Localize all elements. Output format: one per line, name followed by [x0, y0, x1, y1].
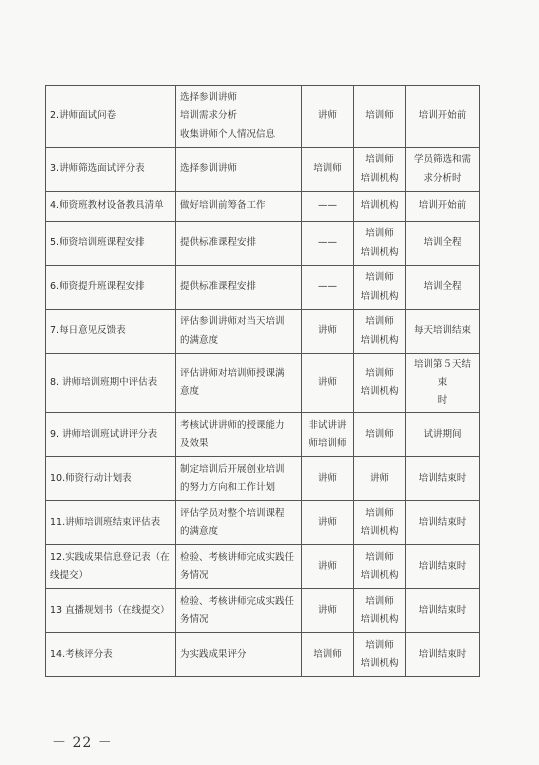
purpose-cell	[176, 589, 302, 633]
recipient-cell	[354, 310, 406, 354]
cell-line: 培训机构	[360, 613, 399, 625]
recipient-cell	[354, 266, 406, 310]
cell-line: 制定培训后开展创业培训	[180, 463, 285, 475]
cell-line: 培训师	[365, 110, 394, 122]
cell-line: 评估参训讲师对当天培训	[180, 316, 285, 328]
table-row	[46, 501, 480, 545]
recipient-cell	[354, 501, 406, 545]
cell-line: 培训师	[365, 272, 394, 284]
cell-line: 的满意度	[180, 525, 219, 537]
time-cell	[406, 222, 480, 266]
filler-cell	[302, 192, 354, 222]
cell-line: 培训机构	[360, 386, 399, 398]
cell-line: 培训师	[365, 428, 394, 440]
table-row	[46, 86, 480, 148]
recipient-cell	[354, 545, 406, 589]
purpose-cell	[176, 501, 302, 545]
cell-line: 培训机构	[360, 172, 399, 184]
recipient-cell	[354, 457, 406, 501]
cell-line: 讲师	[317, 377, 337, 389]
cell-line: 讲师	[317, 516, 337, 528]
recipient-cell	[354, 633, 406, 677]
cell-line: 培训开始前	[418, 110, 467, 122]
cell-line: 培训第５天结束	[413, 359, 471, 389]
cell-line: 评估学员对整个培训课程	[180, 507, 285, 519]
form-name-cell: 9. 讲师培训班试讲评分表	[46, 413, 176, 457]
cell-line: 讲师	[317, 560, 337, 572]
forms-table	[45, 85, 480, 677]
time-cell	[406, 545, 480, 589]
cell-line: ——	[318, 200, 337, 212]
recipient-cell	[354, 192, 406, 222]
form-name-cell: 8. 讲师培训班期中评估表	[46, 354, 176, 413]
cell-line: 务情况	[180, 613, 209, 625]
time-cell	[406, 457, 480, 501]
form-name-cell: 7.每日意见反馈表	[46, 310, 176, 354]
time-cell	[406, 86, 480, 148]
cell-line: 为实践成果评分	[180, 648, 247, 660]
cell-line: 务情况	[180, 569, 209, 581]
purpose-cell	[176, 457, 302, 501]
cell-line: 的努力方向和工作计划	[180, 481, 276, 493]
cell-line: ——	[318, 281, 337, 293]
filler-cell	[302, 457, 354, 501]
purpose-cell	[176, 413, 302, 457]
cell-line: 每天培训结束	[413, 325, 471, 337]
recipient-cell	[354, 413, 406, 457]
cell-line: 培训结束时	[418, 648, 467, 660]
cell-line: 选择参训讲师	[180, 163, 238, 175]
table-row	[46, 310, 480, 354]
cell-line: 非试讲讲	[308, 419, 347, 431]
cell-line: 收集讲师个人情况信息	[180, 128, 276, 140]
table-row	[46, 457, 480, 501]
cell-line: 检验、考核讲师完成实践任	[180, 595, 295, 607]
cell-line: 培训全程	[423, 237, 462, 249]
time-cell	[406, 266, 480, 310]
cell-line: 评估讲师对培训师授课满	[180, 368, 285, 380]
filler-cell	[302, 633, 354, 677]
cell-line: 培训机构	[360, 657, 399, 669]
cell-line: 考核试讲讲师的授课能力	[180, 419, 285, 431]
filler-cell	[302, 310, 354, 354]
recipient-cell	[354, 148, 406, 192]
cell-line: 讲师	[317, 472, 337, 484]
cell-line: 检验、考核讲师完成实践任	[180, 551, 295, 563]
form-name-cell: 10.师资行动计划表	[46, 457, 176, 501]
purpose-cell	[176, 192, 302, 222]
cell-line: 培训结束时	[418, 516, 467, 528]
time-cell	[406, 354, 480, 413]
recipient-cell	[354, 354, 406, 413]
cell-line: 培训结束时	[418, 472, 467, 484]
cell-line: 培训师	[365, 316, 394, 328]
table-row	[46, 633, 480, 677]
cell-line: 培训机构	[360, 334, 399, 346]
table-row	[46, 413, 480, 457]
cell-line: 讲师	[317, 110, 337, 122]
filler-cell	[302, 266, 354, 310]
cell-line: 试讲期间	[423, 428, 462, 440]
recipient-cell	[354, 589, 406, 633]
purpose-cell	[176, 310, 302, 354]
cell-line: 的满意度	[180, 334, 219, 346]
filler-cell	[302, 501, 354, 545]
time-cell	[406, 413, 480, 457]
table-row	[46, 148, 480, 192]
cell-line: 讲师	[369, 472, 389, 484]
time-cell	[406, 192, 480, 222]
purpose-cell	[176, 266, 302, 310]
time-cell	[406, 589, 480, 633]
filler-cell	[302, 148, 354, 192]
cell-line: 培训结束时	[418, 560, 467, 572]
cell-line: 培训师	[365, 368, 394, 380]
purpose-cell	[176, 222, 302, 266]
cell-line: 意度	[180, 386, 200, 398]
cell-line: 培训师	[365, 551, 394, 563]
cell-line: 求分析时	[423, 172, 462, 184]
table-row	[46, 222, 480, 266]
table-row	[46, 192, 480, 222]
cell-line: 培训师	[313, 163, 342, 175]
purpose-cell	[176, 86, 302, 148]
filler-cell	[302, 413, 354, 457]
form-name-cell: 3.讲师筛选面试评分表	[46, 148, 176, 192]
form-name-cell: 2.讲师面试问卷	[46, 86, 176, 148]
cell-line: 时	[437, 395, 448, 407]
cell-line: 培训师	[313, 648, 342, 660]
cell-line: 培训师	[365, 154, 394, 166]
cell-line: 讲师	[317, 325, 337, 337]
purpose-cell	[176, 148, 302, 192]
form-name-cell: 11.讲师培训班结束评估表	[46, 501, 176, 545]
purpose-cell	[176, 545, 302, 589]
filler-cell	[302, 354, 354, 413]
cell-line: 提供标准课程安排	[180, 281, 257, 293]
table-row	[46, 545, 480, 589]
time-cell	[406, 310, 480, 354]
cell-line: 选择参训讲师	[180, 92, 238, 104]
cell-line: 培训开始前	[418, 200, 467, 212]
filler-cell	[302, 86, 354, 148]
cell-line: 培训师	[365, 639, 394, 651]
table-row	[46, 354, 480, 413]
time-cell	[406, 633, 480, 677]
cell-line: 培训机构	[360, 525, 399, 537]
cell-line: 培训机构	[360, 569, 399, 581]
form-name-cell: 6.师资提升班课程安排	[46, 266, 176, 310]
page-number: － 22 －	[52, 735, 113, 751]
cell-line: ——	[318, 237, 337, 249]
form-name-cell: 14.考核评分表	[46, 633, 176, 677]
recipient-cell	[354, 86, 406, 148]
cell-line: 学员筛选和需	[413, 154, 471, 166]
cell-line: 提供标准课程安排	[180, 237, 257, 249]
table-row	[46, 589, 480, 633]
cell-line: 培训机构	[360, 200, 399, 212]
cell-line: 讲师	[317, 604, 337, 616]
purpose-cell	[176, 633, 302, 677]
cell-line: 培训师	[365, 507, 394, 519]
recipient-cell	[354, 222, 406, 266]
filler-cell	[302, 589, 354, 633]
form-name-cell: 5.师资培训班课程安排	[46, 222, 176, 266]
cell-line: 师培训师	[308, 437, 347, 449]
time-cell	[406, 148, 480, 192]
cell-line: 培训需求分析	[180, 110, 238, 122]
purpose-cell	[176, 354, 302, 413]
time-cell	[406, 501, 480, 545]
filler-cell	[302, 545, 354, 589]
form-name-cell: 4.师资班教材设备教具清单	[46, 192, 176, 222]
cell-line: 培训结束时	[418, 604, 467, 616]
cell-line: 及效果	[180, 437, 209, 449]
cell-line: 培训机构	[360, 290, 399, 302]
forms-table-body	[46, 86, 480, 677]
form-name-cell: 13 直播规划书（在线提交）	[46, 589, 176, 633]
cell-line: 培训师	[365, 228, 394, 240]
filler-cell	[302, 222, 354, 266]
cell-line: 培训机构	[360, 246, 399, 258]
table-row	[46, 266, 480, 310]
cell-line: 做好培训前筹备工作	[180, 200, 266, 212]
form-name-cell: 12.实践成果信息登记表（在线提交）	[46, 545, 176, 589]
cell-line: 培训全程	[423, 281, 462, 293]
cell-line: 培训师	[365, 595, 394, 607]
